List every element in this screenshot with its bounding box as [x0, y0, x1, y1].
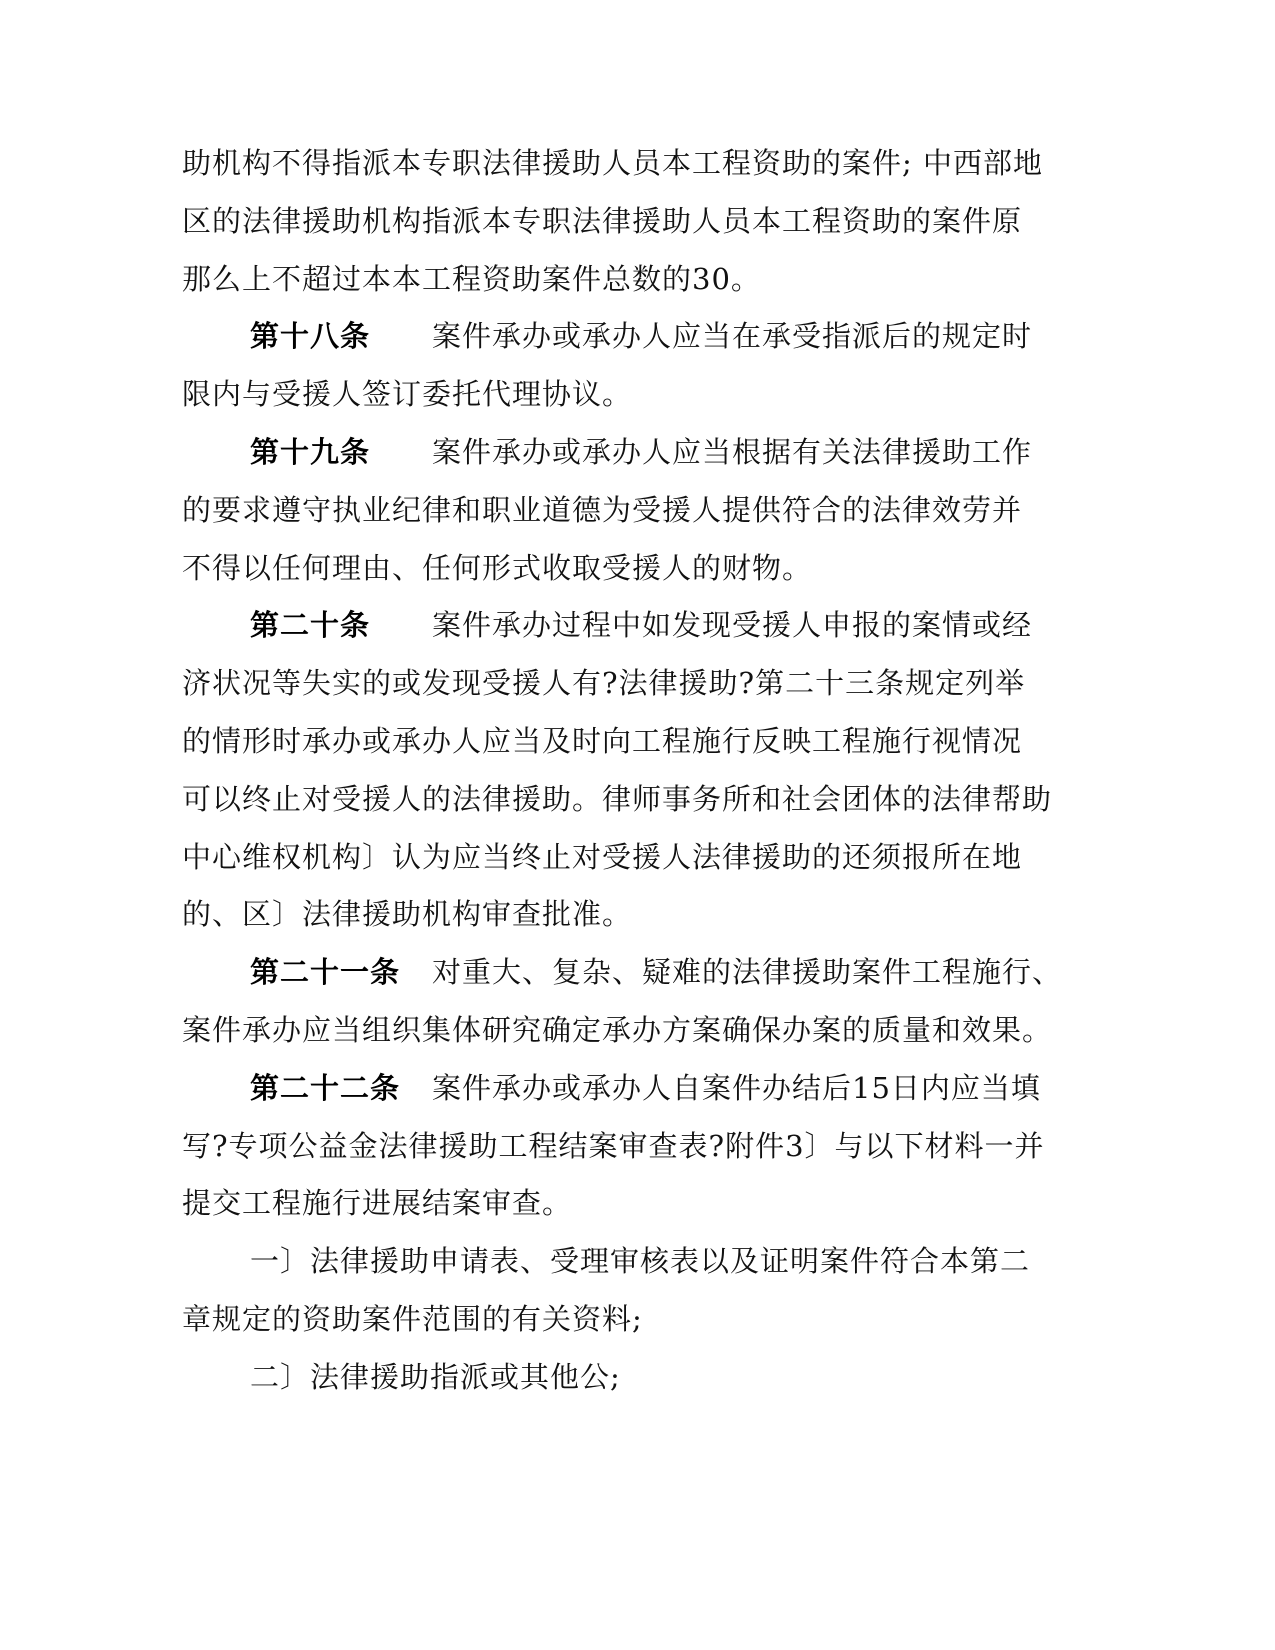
- text-line: 不得以任何理由、任何形式收取受援人的财物。: [182, 551, 813, 585]
- article-text: 对重大、复杂、疑难的法律援助案件工程施行、: [432, 955, 1063, 989]
- article-text: 案件承办或承办人应当在承受指派后的规定时: [432, 319, 1033, 353]
- article-22: [250, 1068, 1120, 1108]
- text-line: 的情形时承办或承办人应当及时向工程施行反映工程施行视情况: [182, 724, 1023, 758]
- text-line: 写?专项公益金法律援助工程结案审查表?附件3〕与以下材料一并: [182, 1129, 1045, 1163]
- text-line: 的、区〕法律援助机构审查批准。: [182, 897, 633, 931]
- text-line: 限内与受援人签订委托代理协议。: [182, 377, 633, 411]
- article-19: [250, 432, 1120, 472]
- text-line: 区的法律援助机构指派本专职法律援助人员本工程资助的案件原: [182, 204, 1023, 238]
- list-item: 一〕法律援助申请表、受理审核表以及证明案件符合本第二: [250, 1244, 1031, 1278]
- text-line: 案件承办应当组织集体研究确定承办方案确保办案的质量和效果。: [182, 1013, 1053, 1047]
- article-18: [250, 316, 1120, 356]
- article-heading: 第二十二条: [250, 1071, 401, 1105]
- article-heading: 第二十一条: [250, 955, 401, 989]
- text-line: 中心维权机构〕认为应当终止对受援人法律援助的还须报所在地: [182, 840, 1023, 874]
- article-text: 案件承办过程中如发现受援人申报的案情或经: [432, 608, 1033, 642]
- text-line: 可以终止对受援人的法律援助。律师事务所和社会团体的法律帮助: [182, 782, 1053, 816]
- text-line: 助机构不得指派本专职法律援助人员本工程资助的案件; 中西部地: [182, 146, 1043, 180]
- text-line: 提交工程施行进展结案审查。: [182, 1186, 573, 1220]
- text-line: 的要求遵守执业纪律和职业道德为受援人提供符合的法律效劳并: [182, 493, 1023, 527]
- article-21: [250, 952, 1120, 992]
- article-heading: 第二十条: [250, 608, 371, 642]
- article-text: 案件承办或承办人应当根据有关法律援助工作: [432, 435, 1033, 469]
- article-heading: 第十九条: [250, 435, 371, 469]
- article-text: 案件承办或承办人自案件办结后15日内应当填: [432, 1071, 1041, 1105]
- article-20: [250, 605, 1120, 645]
- article-heading: 第十八条: [250, 319, 371, 353]
- text-line: 那么上不超过本本工程资助案件总数的30。: [182, 262, 761, 296]
- text-line: 济状况等失实的或发现受援人有?法律援助?第二十三条规定列举: [182, 666, 1026, 700]
- list-item: 二〕法律援助指派或其他公;: [250, 1360, 621, 1394]
- text-line: 章规定的资助案件范围的有关资料;: [182, 1302, 643, 1336]
